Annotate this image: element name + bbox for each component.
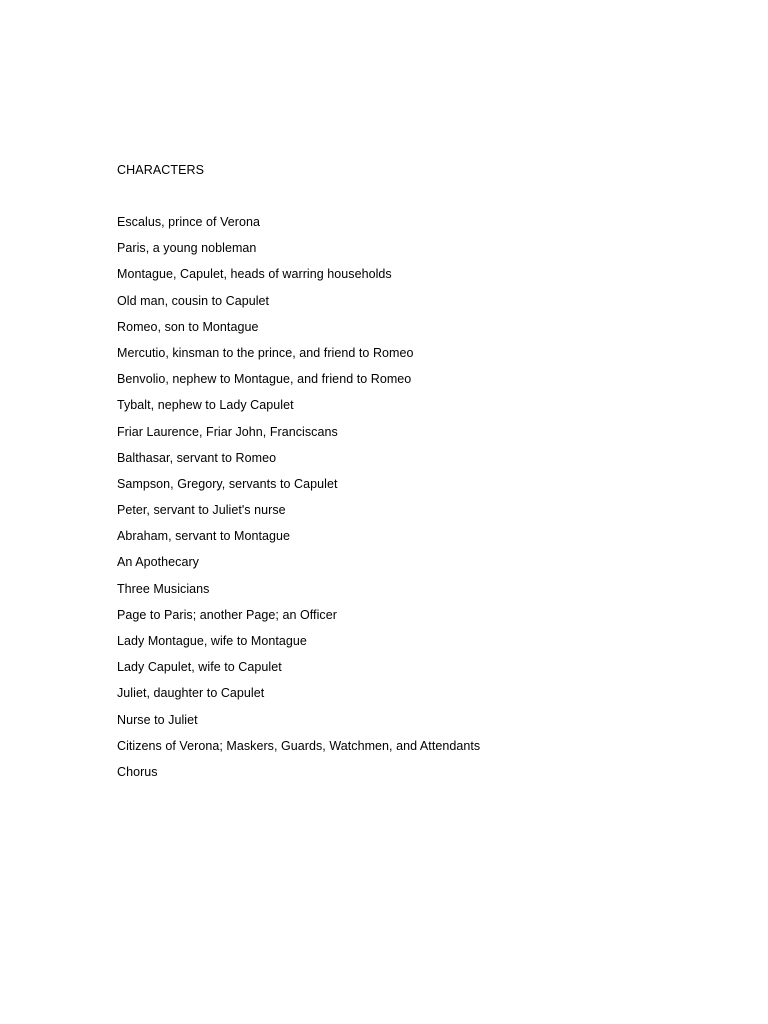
list-item: Peter, servant to Juliet's nurse (117, 503, 286, 518)
list-item: Paris, a young nobleman (117, 241, 257, 256)
list-item: Mercutio, kinsman to the prince, and friend to Romeo (117, 345, 414, 360)
list-item: Page to Paris; another Page; an Officer (117, 607, 337, 622)
list-item: Nurse to Juliet (117, 712, 198, 727)
list-item: Sampson, Gregory, servants to Capulet (117, 476, 338, 491)
list-item: Juliet, daughter to Capulet (117, 686, 265, 701)
list-item: Tybalt, nephew to Lady Capulet (117, 398, 294, 413)
list-item: Benvolio, nephew to Montague, and friend to Romeo (117, 372, 412, 387)
list-item: Montague, Capulet, heads of warring households (117, 267, 392, 282)
list-item: Three Musicians (117, 581, 210, 596)
list-item: Balthasar, servant to Romeo (117, 450, 277, 465)
page-title: CHARACTERS (117, 163, 205, 177)
list-item: Lady Capulet, wife to Capulet (117, 660, 282, 675)
list-item: Citizens of Verona; Maskers, Guards, Watchmen, and Attendants (117, 738, 481, 753)
list-item: An Apothecary (117, 555, 199, 570)
list-item: Friar Laurence, Friar John, Franciscans (117, 424, 338, 439)
list-item: Abraham, servant to Montague (117, 529, 291, 544)
list-item: Old man, cousin to Capulet (117, 293, 270, 308)
list-item: Lady Montague, wife to Montague (117, 634, 307, 648)
list-item: Romeo, son to Montague (117, 319, 259, 334)
list-item: Chorus (117, 764, 158, 779)
character-list (117, 214, 480, 790)
list-item: Escalus, prince of Verona (117, 215, 260, 229)
